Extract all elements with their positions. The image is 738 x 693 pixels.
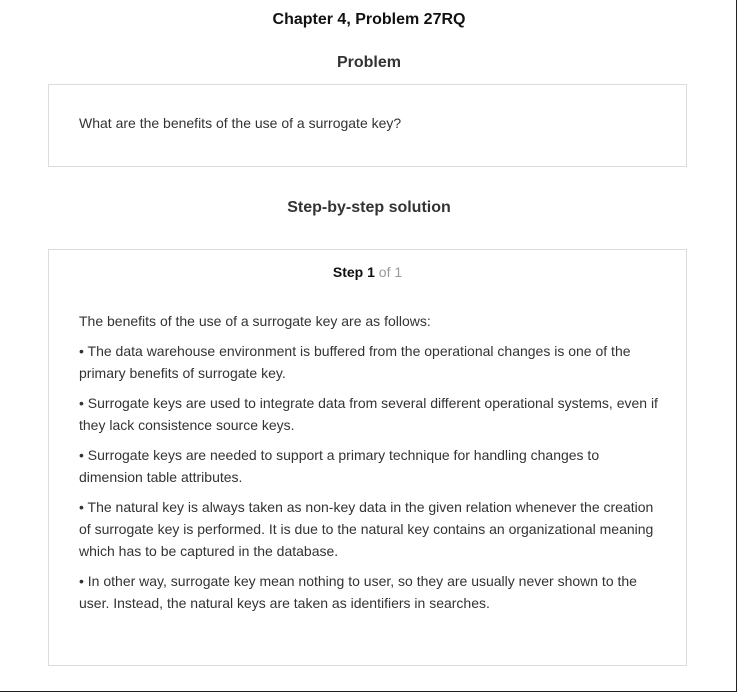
step-total: of 1 <box>378 264 403 280</box>
step-bullet: • The natural key is always taken as non-key data in the given relation whenever the creation of surrogate key is performed. It is due to the natural key contains an organizational meaning which has to be captured in the database. <box>79 499 654 559</box>
step-bullet: • Surrogate keys are used to integrate data from several different operational systems, even if they lack consistence source keys. <box>79 395 658 433</box>
problem-heading: Problem <box>336 54 401 71</box>
chapter-title: Chapter 4, Problem 27RQ <box>272 11 466 28</box>
step-bullet: • In other way, surrogate key mean nothing to user, so they are usually never shown to the user. Instead, the natural keys are taken as identifiers in searches. <box>79 573 637 611</box>
step-word: Step <box>332 264 364 280</box>
problem-text: What are the benefits of the use of a surrogate key? <box>79 115 402 131</box>
step-label <box>49 264 686 280</box>
step-bullet: • The data warehouse environment is buffered from the operational changes is one of the primary benefits of surrogate key. <box>79 343 631 381</box>
step-body <box>79 310 659 622</box>
step-bullet: • Surrogate keys are needed to support a primary technique for handling changes to dimension table attributes. <box>79 447 600 485</box>
problem-card <box>48 84 687 167</box>
solution-card <box>48 249 687 666</box>
solution-heading: Step-by-step solution <box>287 199 451 216</box>
step-intro: The benefits of the use of a surrogate key are as follows: <box>79 313 431 329</box>
step-number: 1 <box>367 264 375 280</box>
